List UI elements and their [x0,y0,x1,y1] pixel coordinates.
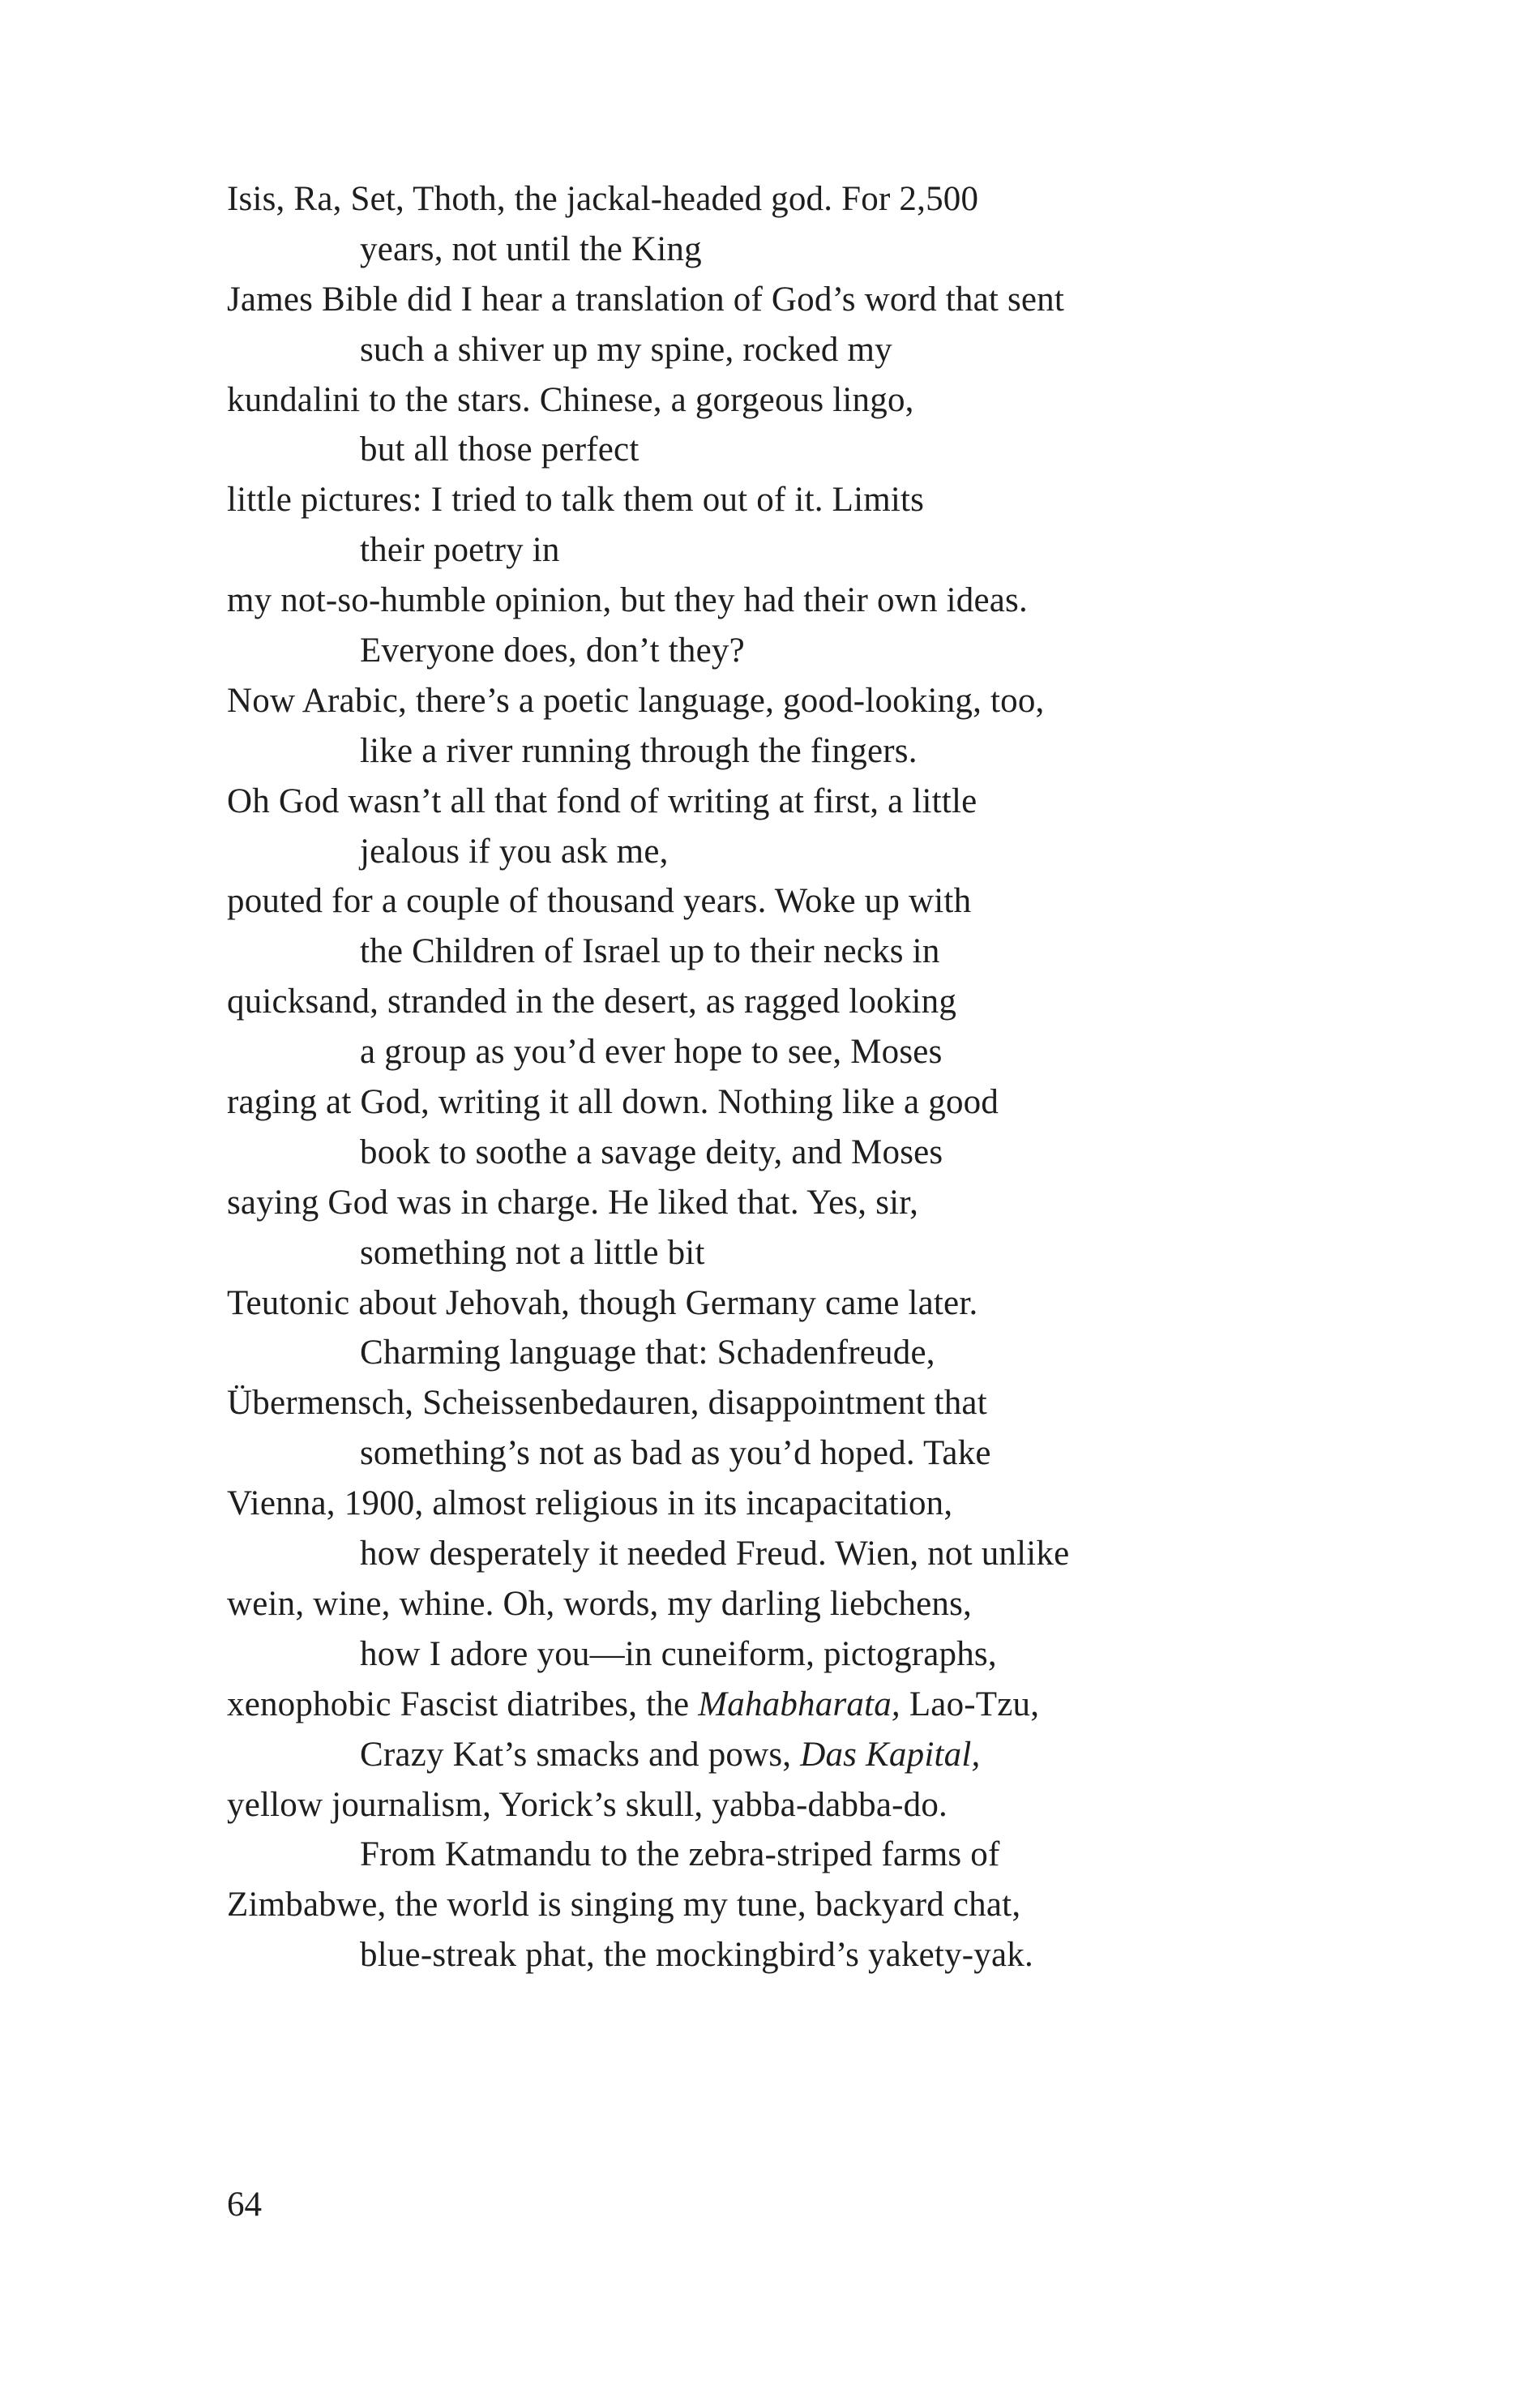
line-text: From Katmandu to the zebra-striped farms of [360,1835,1000,1874]
line-text: like a river running through the fingers. [360,731,918,770]
line-text: but all those perfect [360,430,640,469]
line-text: my not-so-humble opinion, but they had their own ideas. [227,581,1028,620]
poem-line [227,1228,1329,1278]
line-text: raging at God, writing it all down. Nothing like a good [227,1083,999,1122]
poem-body [227,174,1329,1980]
line-text: such a shiver up my spine, rocked my [360,330,892,369]
poem-line [227,927,1329,977]
poem-line [227,1680,1329,1730]
line-text: wein, wine, whine. Oh, words, my darling liebchens, [227,1584,972,1623]
poem-line [227,525,1329,576]
line-text: Zimbabwe, the world is singing my tune, backyard chat, [227,1886,1021,1924]
line-text: the Children of Israel up to their necks in [360,932,940,971]
poem-line [227,174,1329,225]
line-text: their poetry in [360,531,560,570]
poem-line [227,425,1329,475]
poem-line [227,1278,1329,1329]
poem-line [227,827,1329,877]
poem-line [227,1830,1329,1880]
line-text: xenophobic Fascist diatribes, the [227,1685,699,1723]
poem-line [227,1930,1329,1980]
line-text: something not a little bit [360,1233,705,1272]
line-text: kundalini to the stars. Chinese, a gorgeous lingo, [227,380,914,419]
line-text: Crazy Kat’s smacks and pows, [360,1735,801,1774]
line-text: years, not until the King [360,229,702,268]
line-text: Lao-Tzu, [900,1685,1040,1723]
poem-line [227,1880,1329,1930]
line-text: Everyone does, don’t they? [360,632,745,670]
line-text: quicksand, stranded in the desert, as ragged looking [227,983,957,1021]
line-text: how I adore you—in cuneiform, pictographs, [360,1634,997,1673]
line-text: how desperately it needed Freud. Wien, not unlike [360,1535,1070,1573]
poem-line [227,1579,1329,1629]
poem-line [227,1027,1329,1077]
poem-line [227,1128,1329,1178]
line-text: book to soothe a savage deity, and Moses [360,1132,943,1171]
poem-line [227,726,1329,777]
poem-line [227,1378,1329,1428]
italic-title: Mahabharata, [698,1685,900,1723]
poem-line [227,626,1329,676]
poem-line [227,475,1329,525]
line-text: pouted for a couple of thousand years. Woke up with [227,882,972,921]
line-text: Isis, Ra, Set, Thoth, the jackal-headed god. For 2,500 [227,180,979,218]
line-text: something’s not as bad as you’d hoped. Take [360,1434,991,1473]
line-text: yellow journalism, Yorick’s skull, yabba-dabba-do. [227,1785,948,1824]
line-text: Vienna, 1900, almost religious in its incapacitation, [227,1484,953,1523]
line-text: jealous if you ask me, [360,832,669,871]
poem-line [227,1730,1329,1780]
poem-line [227,275,1329,325]
poem-line [227,1780,1329,1830]
line-text: Charming language that: Schadenfreude, [360,1334,935,1372]
poem-line [227,1328,1329,1378]
line-text: James Bible did I hear a translation of God’s word that sent [227,280,1065,319]
poem-line [227,325,1329,375]
poem-line [227,375,1329,426]
line-text: Übermensch, Scheissenbedauren, disappointment that [227,1384,987,1423]
page-number: 64 [227,2186,262,2224]
poem-line [227,1529,1329,1579]
italic-title: Das Kapital, [800,1735,981,1774]
poem-line [227,676,1329,726]
line-text: Teutonic about Jehovah, though Germany came later. [227,1283,978,1322]
poem-line [227,225,1329,275]
poem-line [227,1479,1329,1529]
line-text: Now Arabic, there’s a poetic language, good-looking, too, [227,681,1045,720]
line-text: little pictures: I tried to talk them out of it. Limits [227,481,925,520]
line-text: blue-streak phat, the mockingbird’s yakety-yak. [360,1936,1033,1975]
line-text: saying God was in charge. He liked that. Yes, sir, [227,1183,919,1222]
poem-line [227,1077,1329,1128]
poem-line [227,977,1329,1027]
line-text: a group as you’d ever hope to see, Moses [360,1033,943,1072]
poem-line [227,876,1329,927]
poem-line [227,1178,1329,1228]
poem-line [227,777,1329,827]
poem-line [227,1629,1329,1680]
line-text: Oh God wasn’t all that fond of writing at first, a little [227,781,977,820]
poem-line [227,576,1329,626]
poem-line [227,1428,1329,1479]
